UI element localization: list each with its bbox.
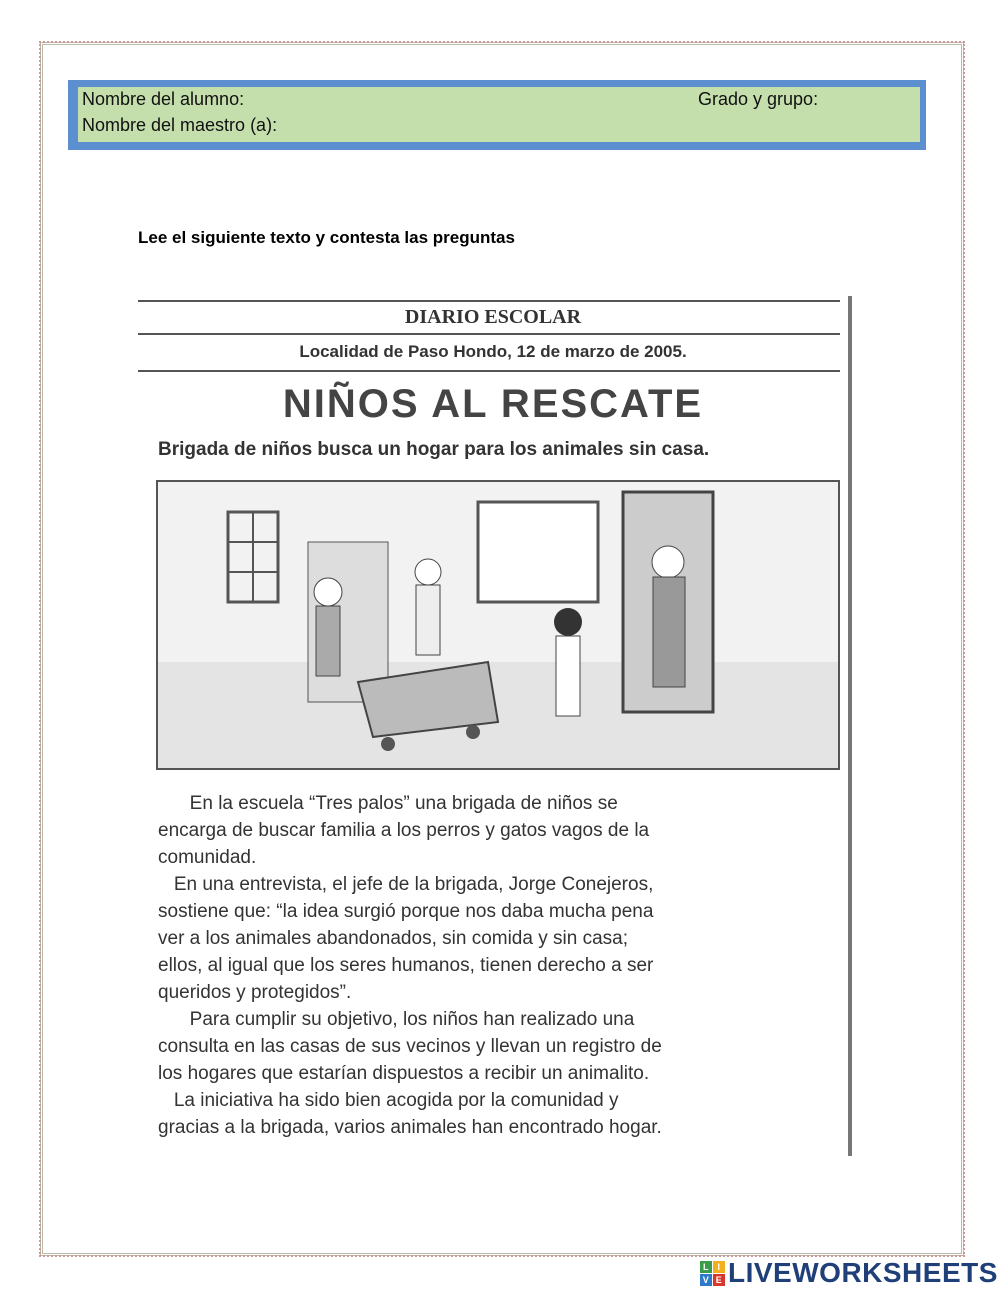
article-line: Para cumplir su objetivo, los niños han realizado una [158, 1009, 635, 1030]
article-body [158, 790, 828, 1141]
illustration-children-with-animals [156, 480, 840, 770]
logo-tiles-icon: L I V E [700, 1261, 725, 1286]
article-line: En la escuela “Tres palos” una brigada de niños se [158, 793, 618, 814]
article-line: los hogares que estarían dispuestos a recibir un animalito. [158, 1063, 650, 1084]
teacher-name-label: Nombre del maestro (a): [82, 115, 278, 135]
logo-text: LIVEWORKSHEETS [728, 1257, 998, 1288]
article-line: ellos, al igual que los seres humanos, tienen derecho a ser [158, 955, 654, 976]
article-line: comunidad. [158, 847, 257, 868]
newspaper-article [138, 296, 852, 1156]
location-date: Localidad de Paso Hondo, 12 de marzo de 2005. [299, 342, 687, 361]
article-line: En una entrevista, el jefe de la brigada, Jorge Conejeros, [158, 874, 654, 895]
article-line: sostiene que: “la idea surgió porque nos daba mucha pena [158, 901, 654, 922]
grade-group-label: Grado y grupo: [698, 89, 819, 109]
student-name-label: Nombre del alumno: [82, 89, 245, 109]
instruction-text: Lee el siguiente texto y contesta las preguntas [138, 228, 515, 247]
article-line: gracias a la brigada, varios animales han encontrado hogar. [158, 1117, 662, 1138]
liveworksheets-logo [700, 1257, 998, 1289]
article-line: ver a los animales abandonados, sin comida y sin casa; [158, 928, 628, 949]
article-line: consulta en las casas de sus vecinos y llevan un registro de [158, 1036, 662, 1057]
student-info-box [68, 80, 926, 150]
masthead: DIARIO ESCOLAR [404, 306, 582, 328]
headline: NIÑOS AL RESCATE [282, 382, 704, 426]
article-line: La iniciativa ha sido bien acogida por la comunidad y [158, 1090, 619, 1111]
article-line: queridos y protegidos”. [158, 982, 352, 1003]
article-line: encarga de buscar familia a los perros y gatos vagos de la [158, 820, 650, 841]
subheadline: Brigada de niños busca un hogar para los animales sin casa. [158, 439, 710, 460]
